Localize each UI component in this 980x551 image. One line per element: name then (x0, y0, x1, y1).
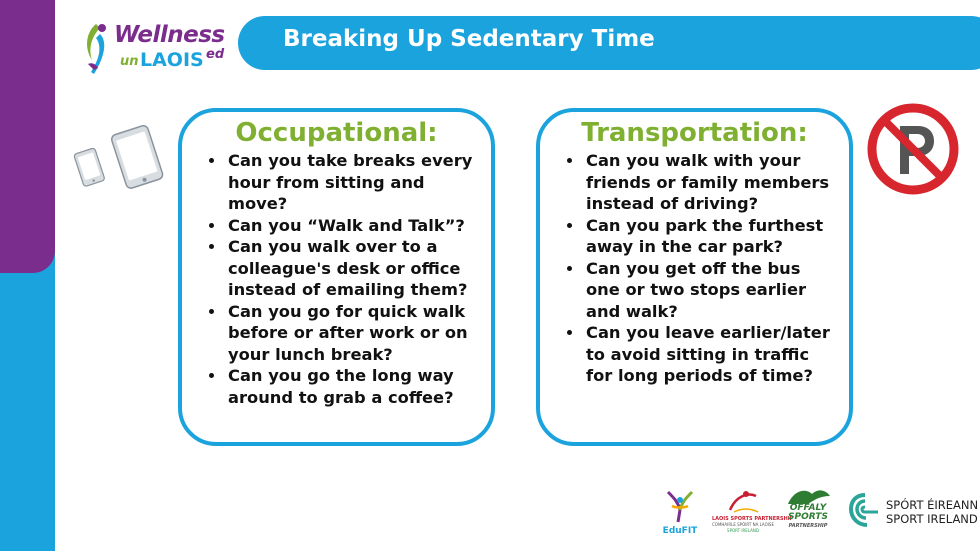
list-item: • Can you “Walk and Talk”? (226, 215, 481, 237)
no-parking-icon (866, 102, 960, 196)
list-item: • Can you walk with your friends or family members instead of driving? (584, 150, 839, 215)
edufit-label: EduFIT (662, 526, 698, 536)
transportation-card (536, 108, 853, 446)
page-title: Breaking Up Sedentary Time (283, 26, 655, 52)
phone-tablet-icon (70, 122, 165, 190)
edufit-figure-icon (660, 488, 700, 524)
card-heading: Transportation: (581, 118, 808, 148)
laois-sp-line3: SPORT IRELAND (727, 528, 759, 533)
list-item: • Can you go for quick walk before or after work or on your lunch break? (226, 301, 481, 366)
offaly-line3: PARTNERSHIP (788, 523, 828, 529)
logo-wellness-text: Wellness (114, 22, 225, 48)
sport-ireland-logo (848, 492, 979, 532)
wellness-laois-logo (82, 18, 232, 80)
sport-ireland-line1: SPÓRT ÉIREANN (886, 498, 979, 512)
laois-sports-partnership-logo (712, 486, 794, 536)
side-accent-purple (0, 0, 55, 273)
logo-ed-text: ed (206, 47, 225, 62)
offaly-line1: OFFALY (789, 503, 827, 513)
card-heading: Occupational: (235, 118, 438, 148)
laois-sp-figure-icon (712, 486, 774, 516)
list-item: • Can you take breaks every hour from sitting and move? (226, 150, 481, 215)
list-item: • Can you leave earlier/later to avoid sitting in traffic for long periods of time? (584, 322, 839, 387)
offaly-line2: SPORTS (788, 512, 828, 522)
logo-laois-text: LAOIS (140, 49, 204, 71)
leaf-figure-icon (82, 18, 112, 78)
occupational-list (182, 150, 491, 408)
sport-ireland-line2: SPORT IRELAND (886, 512, 978, 526)
laois-sp-line1: LAOIS SPORTS PARTNERSHIP (712, 516, 794, 522)
list-item: • Can you go the long way around to grab a coffee? (226, 365, 481, 408)
offaly-sports-partnership-logo (784, 486, 832, 538)
sport-ireland-swirl-icon (848, 492, 882, 528)
logo-un-text: un (120, 54, 139, 69)
occupational-card (178, 108, 495, 446)
laois-sp-line2: COMHAIRLE SPÓIRT NA LAOISE (712, 522, 774, 527)
transportation-list (540, 150, 849, 387)
edufit-logo (660, 488, 700, 536)
title-banner (238, 16, 980, 70)
list-item: • Can you park the furthest away in the car park? (584, 215, 839, 258)
list-item: • Can you walk over to a colleague's desk or office instead of emailing them? (226, 236, 481, 301)
list-item: • Can you get off the bus one or two stops earlier and walk? (584, 258, 839, 323)
